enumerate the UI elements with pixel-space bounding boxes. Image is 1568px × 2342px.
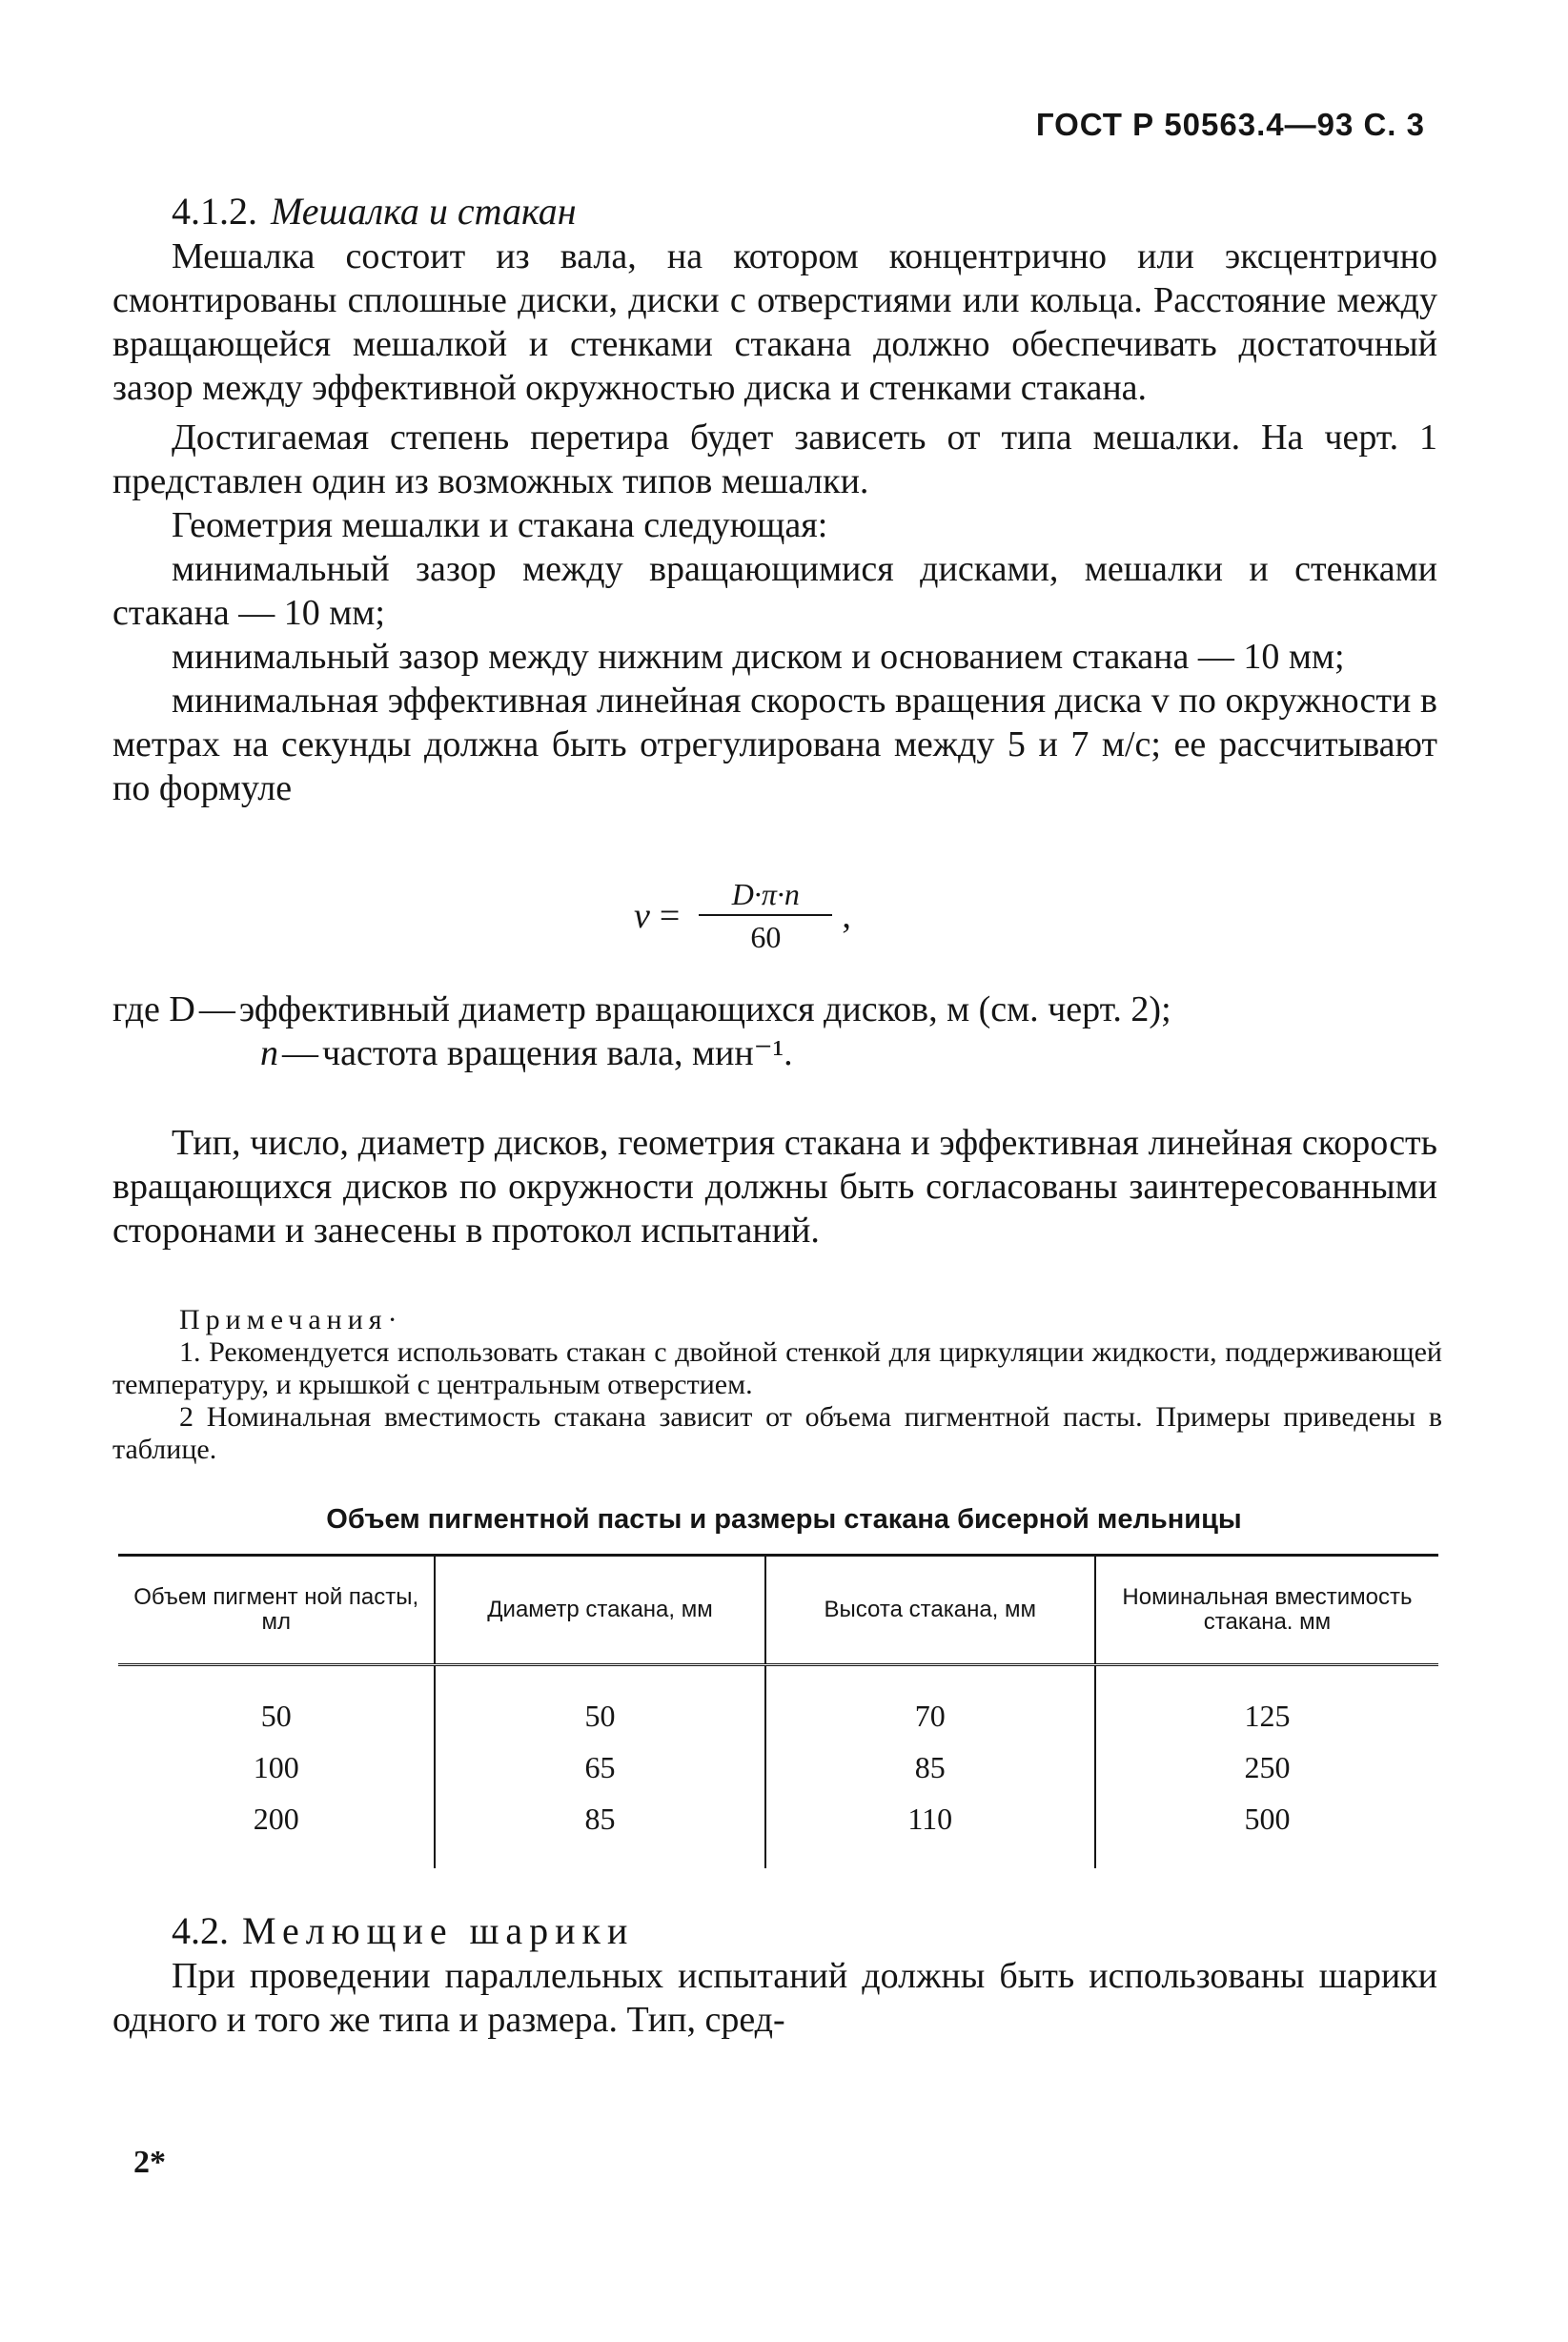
formula-lhs: v [634,896,650,936]
formula-trail: , [842,896,851,936]
table-cell: 100 [253,1749,299,1784]
notes-block [112,1304,1442,1466]
notes-title: Примечания· [179,1304,403,1335]
formula-definitions [112,988,1437,1075]
table-cell: 250 [1095,1741,1438,1793]
note-item: 2 Номинальная вместимость стакана зависит от объема пигментной пасты. Примеры приведены в таблице. [112,1401,1442,1465]
table-cell: 85 [435,1793,764,1868]
table-cell: 110 [765,1793,1095,1868]
table-row [118,1665,1438,1742]
table-cell: 200 [253,1801,299,1836]
definition-term: где D [112,989,195,1029]
section-number: 4.1.2. [172,190,257,233]
table-cell: 50 [260,1698,292,1733]
table-header-cell: Номинальная вместимость стакана. мм [1095,1556,1438,1665]
velocity-formula [634,877,851,955]
table-cell: 85 [765,1741,1095,1793]
table-header-cell: Диаметр стакана, мм [435,1556,764,1665]
table-title: Объем пигментной пасты и размеры стакана бисерной мельницы [326,1504,1242,1535]
paragraph: минимальная эффективная линейная скорость вращения диска v по окружности в метрах на секунды должна быть отрегулирована между 5 и 7 м/с; ее рассчитывают по формуле [112,681,1437,808]
paste-volume-table [118,1554,1438,1868]
paragraph: Мешалка состоит из вала, на котором концентрично или эксцентрично смонтированы сплошные диски, диски с отверстиями или кольца. Расстояние между вращающейся мешалкой и стенками стакана должно обеспечивать достаточный зазор между эффективной окружностью диска и стенками стакана. [112,236,1437,408]
body-text-block [112,1954,1437,2042]
definition-dash: — [198,989,235,1029]
definition-text: частота вращения вала, мин⁻¹. [322,1033,793,1073]
paragraph: Геометрия мешалки и стакана следующая: [172,505,828,545]
signature-mark: 2* [133,2145,166,2180]
definition-text: эффективный диаметр вращающихся дисков, м (см. черт. 2); [238,989,1171,1029]
paragraph: минимальный зазор между вращающимися дисками, мешалки и стенками стакана — 10 мм; [112,549,1437,633]
formula-equals: = [659,896,681,936]
paragraph: Достигаемая степень перетира будет зависеть от типа мешалки. На черт. 1 представлен один из возможных типов мешалки. [112,417,1437,501]
table-row [118,1793,1438,1868]
table-cell: 500 [1095,1793,1438,1868]
body-text-block [112,1121,1437,1252]
table-header-row [118,1556,1438,1665]
page-header: ГОСТ Р 50563.4—93 С. 3 [1035,107,1425,142]
definition-term: n [260,1033,278,1073]
section-heading-4-2 [172,1908,634,1953]
section-title: Мелющие шарики [242,1909,635,1952]
formula-numerator: D·π·n [731,877,800,911]
definition-row [260,1031,1437,1075]
paragraph: Тип, число, диаметр дисков, геометрия стакана и эффективная линейная скорость вращающихся дисков по окружности должны быть согласованы заинтересованными сторонами и занесены в протокол испытаний. [112,1123,1437,1251]
body-text-block [112,234,1437,810]
section-heading-4-1-2 [172,189,577,234]
table-cell: 65 [435,1741,764,1793]
table-cell: 70 [765,1665,1095,1742]
formula-denominator: 60 [750,920,782,954]
table-cell: 125 [1095,1665,1438,1742]
table-header-cell: Объем пигмент ной пасты, мл [118,1556,435,1665]
section-number: 4.2. [172,1909,229,1952]
definition-dash: — [282,1033,318,1073]
paragraph: минимальный зазор между нижним диском и основанием стакана — 10 мм; [172,637,1345,677]
table-header-cell: Высота стакана, мм [765,1556,1095,1665]
section-title: Мешалка и стакан [271,190,577,233]
paragraph: При проведении параллельных испытаний должны быть использованы шарики одного и того же типа и размера. Тип, сред- [112,1956,1437,2040]
table-cell: 50 [435,1665,764,1742]
formula-fraction [699,877,832,955]
table-row [118,1741,1438,1793]
note-item: 1. Рекомендуется использовать стакан с двойной стенкой для циркуляции жидкости, поддерживающей температуру, и крышкой с центральным отверстием. [112,1336,1442,1400]
definition-row [112,988,1437,1031]
